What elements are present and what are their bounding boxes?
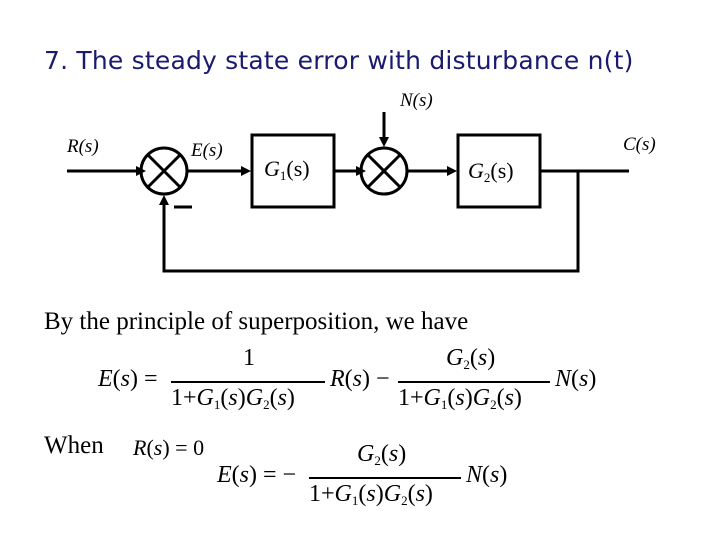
eq1-den1: 1+G1(s)G2(s) — [171, 385, 295, 412]
block-g1-label: G1(s) — [264, 156, 310, 183]
eq1-num1: 1 — [243, 345, 255, 371]
eq1-num2: G2(s) — [446, 345, 496, 372]
eq1-fraction-bar-1 — [171, 381, 325, 383]
condition-r-zero: R(s) = 0 — [133, 435, 205, 460]
eq1-mid: R(s) − — [330, 366, 390, 392]
slide-title: 7. The steady state error with disturbance n(t) — [44, 46, 634, 75]
output-label: C(s) — [623, 134, 656, 155]
eq2-fraction-bar — [309, 477, 461, 479]
disturbance-label: N(s) — [400, 90, 433, 111]
superposition-sentence: By the principle of superposition, we have — [44, 308, 469, 335]
eq1-den2: 1+G1(s)G2(s) — [398, 385, 522, 412]
eq1-fraction-bar-2 — [398, 381, 550, 383]
block-g2-label: G2(s) — [468, 158, 514, 185]
error-label: E(s) — [191, 140, 223, 161]
eq2-num: G2(s) — [357, 441, 407, 468]
when-label: When — [44, 432, 104, 459]
eq1-lhs: E(s) = — [98, 366, 158, 392]
eq2-lhs: E(s) = − — [217, 462, 297, 488]
input-label: R(s) — [67, 136, 99, 157]
eq2-den: 1+G1(s)G2(s) — [309, 481, 433, 508]
eq1-tail: N(s) — [555, 366, 597, 392]
eq2-tail: N(s) — [466, 462, 508, 488]
